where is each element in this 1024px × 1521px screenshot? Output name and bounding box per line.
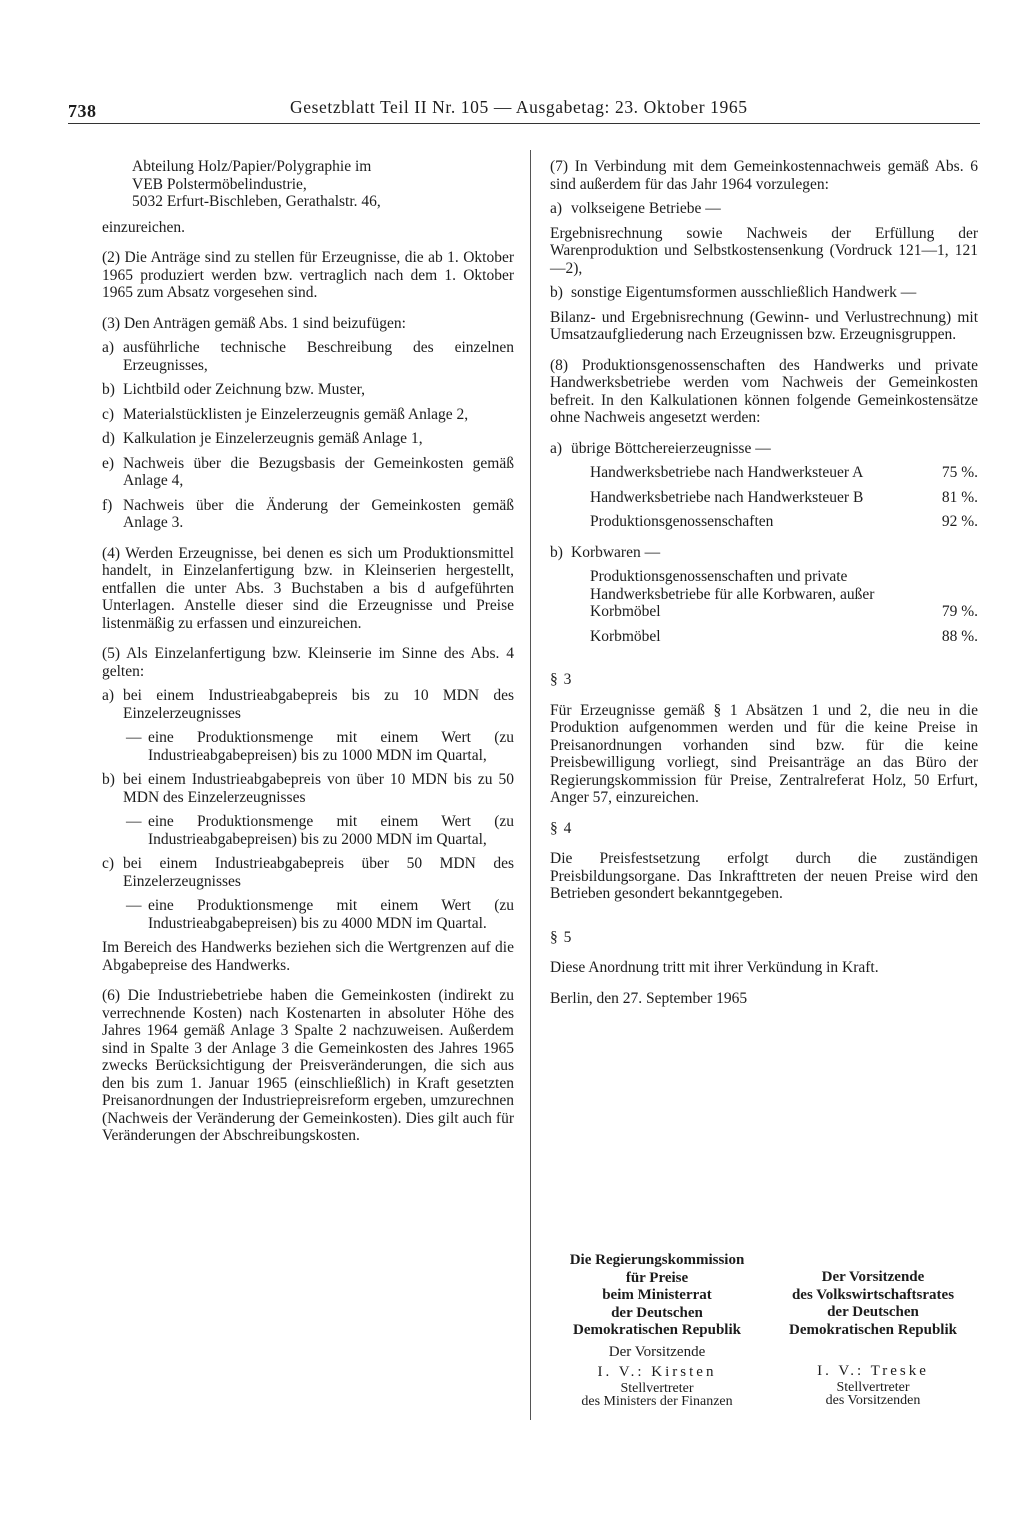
rate-row: Produktionsgenossenschaften 92 %. bbox=[590, 513, 978, 530]
header-rule bbox=[68, 123, 980, 124]
rate-row: Korbmöbel 88 %. bbox=[590, 627, 978, 645]
signature-authority-line: Die Regierungskommission bbox=[569, 1252, 745, 1268]
signature-left bbox=[548, 1252, 766, 1408]
section-heading: § 4 bbox=[550, 819, 573, 837]
signer-role: des Vorsitzenden bbox=[825, 1392, 921, 1408]
rate-row: Produktionsgenossenschaften und private Handwerksbetriebe für alle Korbwaren, außer Korbmöbel 79 %. bbox=[590, 568, 978, 620]
list-item: c) bei einem Industrieabgabepreis über 50 MDN des Einzelerzeugnisses bbox=[102, 855, 514, 890]
page-header bbox=[68, 95, 980, 127]
sub-paragraph: Ergebnisrechnung sowie Nachweis der Erfüllung der Warenproduktion und Selbstkostensenkung (Vordruck 121—1, 121—2), bbox=[550, 224, 978, 277]
einzureichen-line: einzureichen. bbox=[102, 218, 186, 236]
dash-item: — eine Produktionsmenge mit einem Wert (zu Industrieabgabepreisen) bis zu 4000 MDN im Quartal. bbox=[126, 897, 514, 932]
signer-name: I. V.: Treske bbox=[817, 1363, 929, 1379]
section-4-text: Die Preisfestsetzung erfolgt durch die zuständigen Preisbildungsorgane. Das Inkrafttreten der neuen Preise wird den Betrieben gesondert bekanntgegeben. bbox=[550, 850, 978, 902]
paragraph-6: (6) Die Industriebetriebe haben die Gemeinkosten (indirekt zu verrechnende Kosten) nach Kostenarten in absoluter Höhe des Jahres 1964 gemäß Anlage 3 Spalte 2 nachzuweisen. Außerdem sind in Spalte 3 der Anlage 3 die Gemeinkosten des Jahres 1965 zwecks Berücksichtigung der Preisveränderungen, die sich aus den bis zum 1. Januar 1965 (einschließlich) in Kraft gesetzten Preisanordnungen der Industriepreisreform ergeben, umzurechnen (Nachweis der Veränderung der Gemeinkosten). Dies gilt auch für Veränderungen der Abschreibungskosten. bbox=[102, 987, 514, 1144]
signature-authority-line: des Volkswirtschaftsrates bbox=[791, 1286, 955, 1303]
signature-authority-line: Der Vorsitzende bbox=[821, 1269, 925, 1285]
list-item: a) bei einem Industrieabgabepreis bis zu 10 MDN des Einzelerzeugnisses bbox=[102, 687, 514, 722]
section-heading: § 3 bbox=[550, 671, 573, 688]
address-line: Abteilung Holz/Papier/Polygraphie im bbox=[132, 158, 372, 175]
signer-role: des Ministers der Finanzen bbox=[581, 1393, 733, 1409]
signature-authority-line: beim Ministerrat bbox=[602, 1287, 712, 1303]
signature-authority-line: Demokratischen Republik bbox=[573, 1322, 741, 1338]
page-number: 738 bbox=[68, 101, 97, 121]
list-item: b) Korbwaren — bbox=[550, 543, 661, 561]
date-line: Berlin, den 27. September 1965 bbox=[550, 989, 748, 1007]
rate-row: Handwerksbetriebe nach Handwerksteuer A 75 %. bbox=[590, 464, 978, 481]
list-item: a) ausführliche technische Beschreibung des einzelnen Erzeugnisses, bbox=[102, 339, 514, 374]
signer-name: I. V.: Kirsten bbox=[597, 1364, 717, 1380]
signer-role: Stellvertreter bbox=[620, 1380, 694, 1396]
address-block bbox=[132, 158, 514, 211]
paragraph-7: (7) In Verbindung mit dem Gemeinkostennachweis gemäß Abs. 6 sind außerdem für das Jahr 1964 vorzulegen: bbox=[550, 158, 978, 193]
paragraph-5-intro: (5) Als Einzelanfertigung bzw. Kleinserie im Sinne des Abs. 4 gelten: bbox=[102, 645, 514, 680]
list-item: c) Materialstücklisten je Einzelerzeugnis gemäß Anlage 2, bbox=[102, 405, 469, 423]
list-item: d) Kalkulation je Einzelerzeugnis gemäß Anlage 1, bbox=[102, 430, 423, 447]
list-item: b) bei einem Industrieabgabepreis von über 10 MDN bis zu 50 MDN des Einzelerzeugnisses bbox=[102, 771, 514, 806]
signature-authority-line: der Deutschen bbox=[827, 1304, 919, 1320]
signature-authority-line: Demokratischen Republik bbox=[789, 1321, 957, 1338]
signature-authority-line: für Preise bbox=[625, 1269, 689, 1286]
list-item: f) Nachweis über die Änderung der Gemeinkosten gemäß Anlage 3. bbox=[102, 496, 514, 531]
right-column bbox=[550, 158, 978, 1007]
signature-right bbox=[768, 1269, 978, 1407]
signer-role: Stellvertreter bbox=[836, 1379, 910, 1395]
section-5-text: Diese Anordnung tritt mit ihrer Verkündung in Kraft. bbox=[550, 959, 879, 976]
paragraph-2: (2) Die Anträge sind zu stellen für Erzeugnisse, die ab 1. Oktober 1965 produziert werden bzw. vertraglich nach dem 1. Oktober 1965 zum Absatz vorgesehen sind. bbox=[102, 249, 514, 301]
address-line: 5032 Erfurt-Bischleben, Gerathalstr. 46, bbox=[132, 193, 381, 210]
signature-authority-line: der Deutschen bbox=[611, 1304, 703, 1321]
list-item: e) Nachweis über die Bezugsbasis der Gemeinkosten gemäß Anlage 4, bbox=[102, 454, 514, 489]
sub-paragraph: Bilanz- und Ergebnisrechnung (Gewinn- und Verlustrechnung) mit Umsatzaufgliederung nach Erzeugnissen bzw. Erzeugnisgruppen. bbox=[550, 308, 978, 343]
address-line: VEB Polstermöbelindustrie, bbox=[132, 175, 307, 193]
running-title: Gesetzblatt Teil II Nr. 105 — Ausgabetag: 23. Oktober 1965 bbox=[290, 97, 748, 117]
left-column bbox=[102, 158, 514, 1145]
list-item: a) volkseigene Betriebe — bbox=[550, 200, 721, 217]
paragraph-5-close: Im Bereich des Handwerks beziehen sich die Wertgrenzen auf die Abgabepreise des Handwerks. bbox=[102, 939, 514, 974]
dash-item: — eine Produktionsmenge mit einem Wert (zu Industrieabgabepreisen) bis zu 2000 MDN im Quartal, bbox=[126, 813, 514, 848]
paragraph-8: (8) Produktionsgenossenschaften des Handwerks und private Handwerksbetriebe werden vom Nachweis der Gemeinkosten befreit. In den Kalkulationen können folgende Gemeinkostensätze ohne Nachweis angesetzt werden: bbox=[550, 356, 978, 426]
section-3-text: Für Erzeugnisse gemäß § 1 Absätzen 1 und 2, die neu in die Produktion aufgenommen werden und für die keine Preise in Preisanordnungen vorhanden sind bzw. für die keine Preisbewilligung vorliegt, sind Preisanträge an das Büro der Regierungskommission für Preise, Zentralreferat Holz, 50 Erfurt, Anger 57, einzureichen. bbox=[550, 701, 978, 806]
list-item: b) Lichtbild oder Zeichnung bzw. Muster, bbox=[102, 381, 366, 398]
paragraph-3-intro: (3) Den Anträgen gemäß Abs. 1 sind beizufügen: bbox=[102, 314, 406, 332]
list-item: b) sonstige Eigentumsformen ausschließlich Handwerk — bbox=[550, 284, 917, 301]
section-heading: § 5 bbox=[550, 928, 573, 946]
dash-item: — eine Produktionsmenge mit einem Wert (zu Industrieabgabepreisen) bis zu 1000 MDN im Quartal, bbox=[126, 729, 514, 764]
column-divider bbox=[530, 150, 531, 1420]
signature-sub: Der Vorsitzende bbox=[608, 1343, 706, 1360]
list-item: a) übrige Böttchereierzeugnisse — bbox=[550, 439, 771, 457]
paragraph-4: (4) Werden Erzeugnisse, bei denen es sich um Produktionsmittel handelt, in Einzelanfertigung bzw. in Kleinserien hergestellt, entfallen die unter Abs. 3 Buchstaben a bis d aufgeführten Unterlagen. Anstelle dieser sind die Erzeugnisse und Preise listenmäßig zu erfassen und einzureichen. bbox=[102, 544, 514, 632]
rate-row: Handwerksbetriebe nach Handwerksteuer B 81 %. bbox=[590, 488, 978, 506]
